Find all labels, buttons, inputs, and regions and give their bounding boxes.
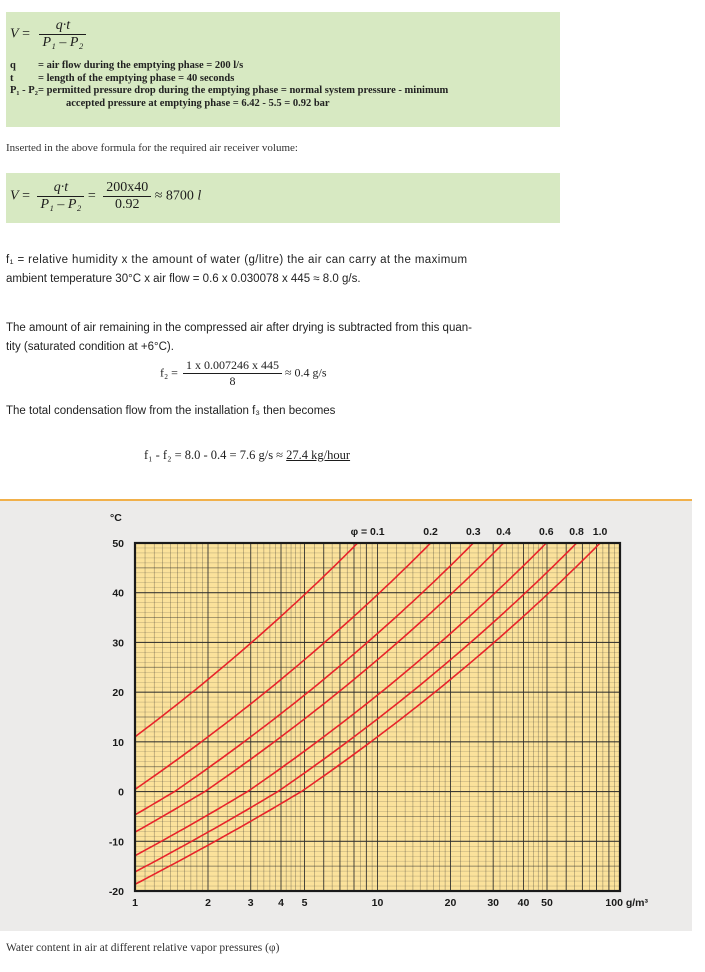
series-label: 1.0 xyxy=(592,526,608,538)
paragraph-after-drying-line-1: The amount of air remaining in the compressed air after drying is subtracted from this quan- xyxy=(6,322,472,334)
definition-row xyxy=(10,73,555,86)
formula-2-approx: ≈ 8700 xyxy=(154,188,194,204)
formula-condensation-result xyxy=(144,448,350,463)
formula-1 xyxy=(10,18,86,51)
series-label: φ = 0.1 xyxy=(350,526,385,538)
paragraph-f1 xyxy=(6,251,566,289)
x-tick-label: 40 xyxy=(517,897,530,909)
y-tick-label: 40 xyxy=(112,587,124,600)
formula-result-box xyxy=(6,173,560,223)
formula-2-denominator-value: 0.92 xyxy=(114,197,140,212)
x-tick-label: 2 xyxy=(205,897,211,909)
series-label: 0.6 xyxy=(539,526,554,538)
definition-text: = permitted pressure drop during the emptying phase = normal system pressure - minimum xyxy=(38,85,449,96)
x-tick-label: 1 xyxy=(132,897,138,909)
x-tick-label: 4 xyxy=(278,897,284,909)
definition-text: = length of the emptying phase = 40 seconds xyxy=(38,72,235,84)
x-tick-label: 10 xyxy=(371,897,384,909)
formula-2 xyxy=(10,180,201,213)
paragraph-after-drying xyxy=(6,319,566,357)
formula-2-unit: l xyxy=(197,188,202,204)
formula-2-fraction-symbolic xyxy=(37,180,84,213)
formula-2-fraction-numeric xyxy=(103,180,151,213)
paragraph-after-drying-line-2: tity (saturated condition at +6°C). xyxy=(6,341,174,353)
y-tick-label: -10 xyxy=(108,836,124,849)
y-tick-label: 10 xyxy=(112,736,124,749)
formula-2-equals-2: = xyxy=(87,188,96,204)
definition-row xyxy=(10,60,555,73)
series-label: 0.2 xyxy=(423,526,438,538)
water-content-chart xyxy=(0,501,692,931)
formula-f2-denominator: 8 xyxy=(229,374,236,388)
y-axis-unit: °C xyxy=(110,512,122,524)
formula-f2-numerator: 1 x 0.007246 x 445 xyxy=(183,358,282,374)
series-label: 0.4 xyxy=(496,526,511,538)
formula-definition-box xyxy=(6,12,560,127)
y-tick-label: 20 xyxy=(112,687,124,700)
formula-2-numerator-value: 200x40 xyxy=(103,180,151,197)
x-tick-label: 50 xyxy=(541,897,553,909)
definition-symbol: t xyxy=(10,72,14,84)
series-label: 0.8 xyxy=(569,526,584,538)
chart-caption: Water content in air at different relative vapor pressures (φ) xyxy=(6,942,280,954)
formula-2-lhs: V xyxy=(10,188,19,204)
formula-condensation-underlined: 27.4 kg/hour xyxy=(286,448,351,462)
y-tick-label: 50 xyxy=(112,538,124,550)
y-tick-label: -20 xyxy=(108,886,124,898)
paragraph-total-condensation: The total condensation flow from the installation f₃ then becomes xyxy=(6,405,336,417)
formula-1-equals: = xyxy=(22,26,30,42)
formula-2-numerator: q·t xyxy=(37,180,84,197)
definition-row xyxy=(10,85,555,98)
definition-row xyxy=(10,98,555,111)
chart-panel xyxy=(0,499,692,931)
formula-f2-result: ≈ 0.4 g/s xyxy=(284,365,327,380)
formula-f2 xyxy=(160,358,327,389)
formula-1-fraction xyxy=(39,18,86,51)
paragraph-f1-line-2: ambient temperature 30°C x air flow = 0.6 x 0.030078 x 445 ≈ 8.0 g/s. xyxy=(6,273,361,285)
formula-f2-fraction xyxy=(183,358,282,389)
definition-text: accepted pressure at emptying phase = 6.42 - 5.5 = 0.92 bar xyxy=(66,97,330,109)
paragraph-f1-line-1: f₁ = relative humidity x the amount of water (g/litre) the air can carry at the maximum xyxy=(6,254,468,266)
y-tick-label: 0 xyxy=(118,786,124,799)
formula-1-denominator: P₁ – P₂ xyxy=(42,35,84,50)
series-label: 0.3 xyxy=(466,526,481,538)
x-tick-label: 30 xyxy=(487,897,500,909)
formula-f2-lhs: f₂ = xyxy=(160,365,178,380)
x-tick-label: 3 xyxy=(247,897,254,909)
definition-symbol: q xyxy=(10,60,16,71)
definition-text: = air flow during the emptying phase = 200 l/s xyxy=(38,60,244,71)
formula-2-denominator: P₁ – P₂ xyxy=(40,197,82,212)
formula-1-lhs: V xyxy=(10,26,19,42)
y-tick-label: 30 xyxy=(112,637,124,650)
formula-1-definitions xyxy=(10,60,555,110)
definition-symbol: P₁ - P₂ xyxy=(10,85,38,96)
formula-1-numerator: q·t xyxy=(39,18,86,35)
formula-2-equals: = xyxy=(22,188,30,204)
x-tick-label: 100 g/m³ xyxy=(605,897,648,909)
x-tick-label: 20 xyxy=(444,897,457,909)
formula-condensation-text: f₁ - f₂ = 8.0 - 0.4 = 7.6 g/s ≈ xyxy=(144,448,287,462)
inserted-text: Inserted in the above formula for the required air receiver volume: xyxy=(6,142,298,154)
x-tick-label: 5 xyxy=(301,897,308,909)
